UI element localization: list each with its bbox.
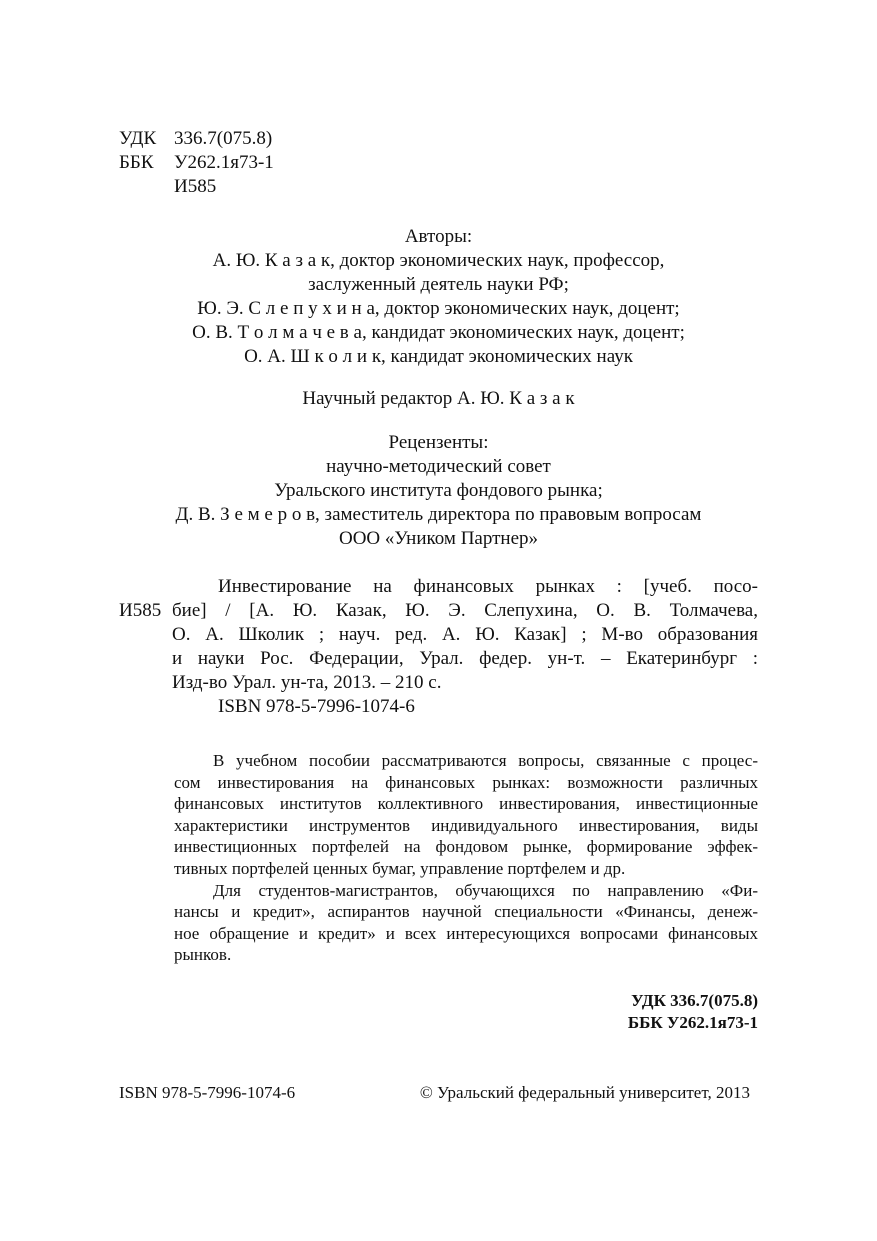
annotation-line: финансовых институтов коллективного инвестирования, инвестиционные — [174, 794, 758, 814]
annotation-line: В учебном пособии рассматриваются вопросы, связанные с процес- — [213, 751, 758, 770]
bbk-label: ББК — [119, 152, 154, 173]
author-line: О. А. Ш к о л и к, кандидат экономических наук — [244, 346, 633, 367]
bbk-value: У262.1я73-1 — [174, 152, 274, 173]
annotation-line: нансы и кредит», аспирантов научной специальности «Финансы, денеж- — [174, 902, 758, 922]
author-line: заслуженный деятель науки РФ; — [308, 274, 569, 295]
catalog-line: О. А. Школик ; науч. ред. А. Ю. Казак] ; М-во образования — [172, 624, 758, 645]
annotation-line: рынков. — [174, 945, 232, 965]
footer-isbn: ISBN 978-5-7996-1074-6 — [119, 1083, 296, 1102]
author-line: Ю. Э. С л е п у х и н а, доктор экономических наук, доцент; — [197, 298, 680, 319]
scientific-editor: Научный редактор А. Ю. К а з а к — [302, 388, 575, 409]
footer-copyright: © Уральский федеральный университет, 2013 — [419, 1083, 750, 1102]
reviewers-heading: Рецензенты: — [388, 432, 489, 453]
reviewer-line: Уральского института фондового рынка; — [274, 480, 603, 501]
annotation-line: тивных портфелей ценных бумаг, управление портфелем и др. — [174, 858, 626, 878]
annotation-line: характеристики инструментов индивидуального инвестирования, виды — [174, 815, 758, 835]
reviewer-line: Д. В. З е м е р о в, заместитель директора по правовым вопросам — [175, 504, 702, 525]
author-line: О. В. Т о л м а ч е в а, кандидат экономических наук, доцент; — [192, 322, 685, 343]
annotation-line: инвестиционных портфелей на фондовом рынке, формирование эффек- — [174, 837, 758, 857]
catalog-line: и науки Рос. Федерации, Урал. федер. ун-т. – Екатеринбург : — [172, 648, 758, 669]
udk-value: 336.7(075.8) — [174, 128, 273, 149]
catalog-line: Изд-во Урал. ун-та, 2013. – 210 с. — [172, 672, 442, 693]
catalog-mark: И585 — [119, 600, 162, 621]
bbk-code-bold: ББК У262.1я73-1 — [627, 1013, 758, 1032]
annotation — [174, 750, 758, 966]
catalog-entry — [172, 575, 758, 719]
annotation-line: сом инвестирования на финансовых рынках: возможности различных — [174, 772, 758, 792]
udk-label: УДК — [119, 128, 157, 149]
udk-code-bold: УДК 336.7(075.8) — [631, 991, 758, 1010]
author-line: А. Ю. К а з а к, доктор экономических наук, профессор, — [212, 250, 665, 271]
reviewer-line: научно-методический совет — [326, 456, 551, 477]
catalog-line: Инвестирование на финансовых рынках : [учеб. посо- — [218, 576, 758, 597]
catalog-isbn: ISBN 978-5-7996-1074-6 — [218, 696, 415, 717]
reviewer-line: ООО «Уником Партнер» — [338, 528, 539, 549]
author-mark: И585 — [174, 176, 217, 197]
annotation-line: ное обращение и кредит» и всех интересующихся вопросами финансовых — [174, 923, 758, 943]
authors-heading: Авторы: — [404, 226, 473, 247]
annotation-line: Для студентов-магистрантов, обучающихся по направлению «Фи- — [213, 880, 758, 900]
catalog-line: бие] / [А. Ю. Казак, Ю. Э. Слепухина, О. В. Толмачева, — [172, 600, 758, 621]
